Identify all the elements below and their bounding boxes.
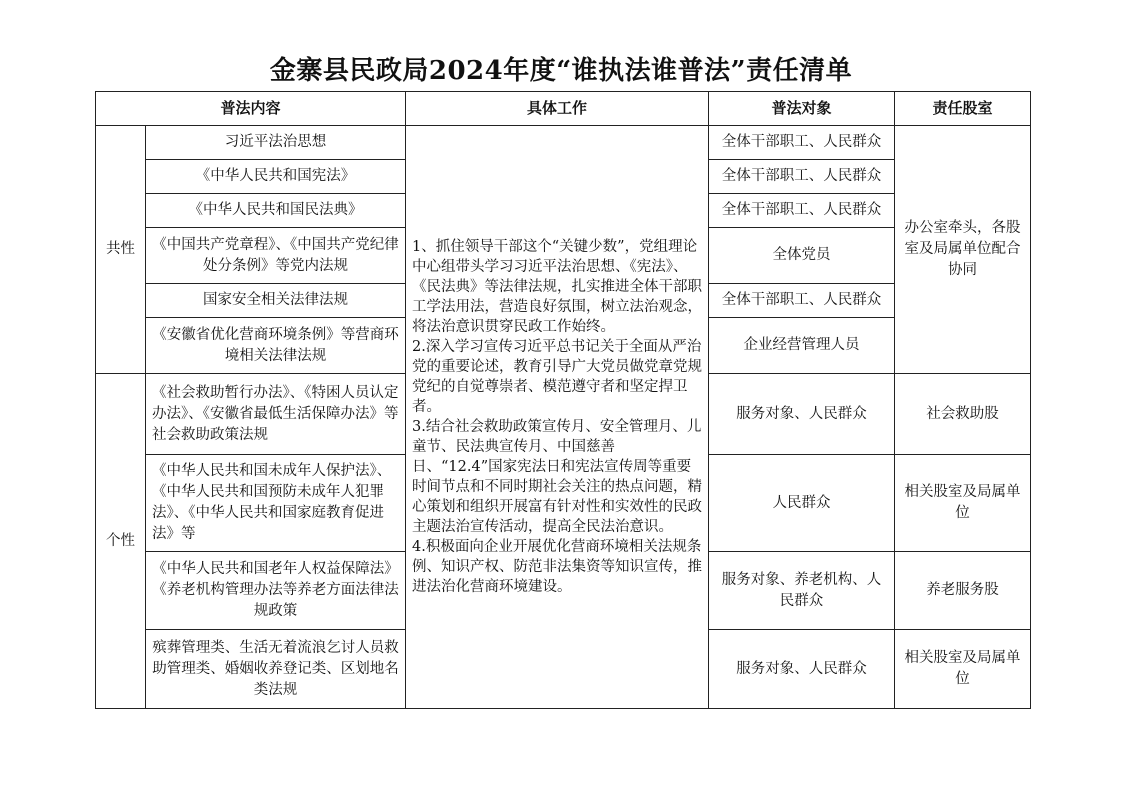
row-office: 相关股室及局属单位 [895, 455, 1031, 552]
row-content: 国家安全相关法律法规 [146, 284, 406, 318]
responsibility-table [95, 91, 1031, 709]
row-target: 服务对象、人民群众 [709, 630, 895, 709]
header-target: 普法对象 [709, 92, 895, 126]
page-title: 金寨县民政局2024年度“谁执法谁普法”责任清单 [269, 56, 853, 86]
row-target: 全体干部职工、人民群众 [709, 126, 895, 160]
group-label-individual: 个性 [96, 374, 146, 709]
row-target: 全体干部职工、人民群众 [709, 194, 895, 228]
row-office: 养老服务股 [895, 552, 1031, 630]
row-content: 习近平法治思想 [146, 126, 406, 160]
row-office: 社会救助股 [895, 374, 1031, 455]
header-office: 责任股室 [895, 92, 1031, 126]
header-work: 具体工作 [406, 92, 709, 126]
row-target: 企业经营管理人员 [709, 318, 895, 374]
row-target: 服务对象、人民群众 [709, 374, 895, 455]
common-office: 办公室牵头，各股室及局属单位配合协同 [895, 126, 1031, 374]
work-description: 1、抓住领导干部这个“关键少数”，党组理论中心组带头学习习近平法治思想、《宪法》、《民法典》等法律法规，扎实推进全体干部职工学法用法，营造良好氛围，树立法治观念，将法治意识贯穿民政工作始终。 2.深入学习宣传习近平总书记关于全面从严治党的重要论述，教育引导广大党员做党章党规党纪的自觉尊崇者、模范遵守者和坚定捍卫者。 3.结合社会救助政策宣传月、安全管理月、儿童节、民法典宣传月、中国慈善日、“12.4”国家宪法日和宪法宣传周等重要时间节点和不同时期社会关注的热点问题，精心策划和组织开展富有针对性和实效性的民政主题法治宣传活动，提高全民法治意识。 4.积极面向企业开展优化营商环境相关法规条例、知识产权、防范非法集资等知识宣传，推进法治化营商环境建设。 [406, 126, 709, 709]
row-target: 全体干部职工、人民群众 [709, 160, 895, 194]
row-content: 《中华人民共和国老年人权益保障法》《养老机构管理办法等养老方面法律法规政策 [146, 552, 406, 630]
table-header-row [96, 92, 1031, 126]
row-content: 《社会救助暂行办法》、《特困人员认定办法》、《安徽省最低生活保障办法》等社会救助政策法规 [146, 374, 406, 455]
row-content: 《中国共产党章程》、《中国共产党纪律处分条例》等党内法规 [146, 228, 406, 284]
row-content: 《中华人民共和国未成年人保护法》、《中华人民共和国预防未成年人犯罪法》、《中华人民共和国家庭教育促进法》等 [146, 455, 406, 552]
row-target: 全体党员 [709, 228, 895, 284]
table-row [96, 126, 1031, 160]
row-content: 殡葬管理类、生活无着流浪乞讨人员救助管理类、婚姻收养登记类、区划地名类法规 [146, 630, 406, 709]
row-content: 《安徽省优化营商环境条例》等营商环境相关法律法规 [146, 318, 406, 374]
row-target: 人民群众 [709, 455, 895, 552]
header-content: 普法内容 [96, 92, 406, 126]
group-label-common: 共性 [96, 126, 146, 374]
row-content: 《中华人民共和国宪法》 [146, 160, 406, 194]
row-office: 相关股室及局属单位 [895, 630, 1031, 709]
row-target: 全体干部职工、人民群众 [709, 284, 895, 318]
row-target: 服务对象、养老机构、人民群众 [709, 552, 895, 630]
row-content: 《中华人民共和国民法典》 [146, 194, 406, 228]
